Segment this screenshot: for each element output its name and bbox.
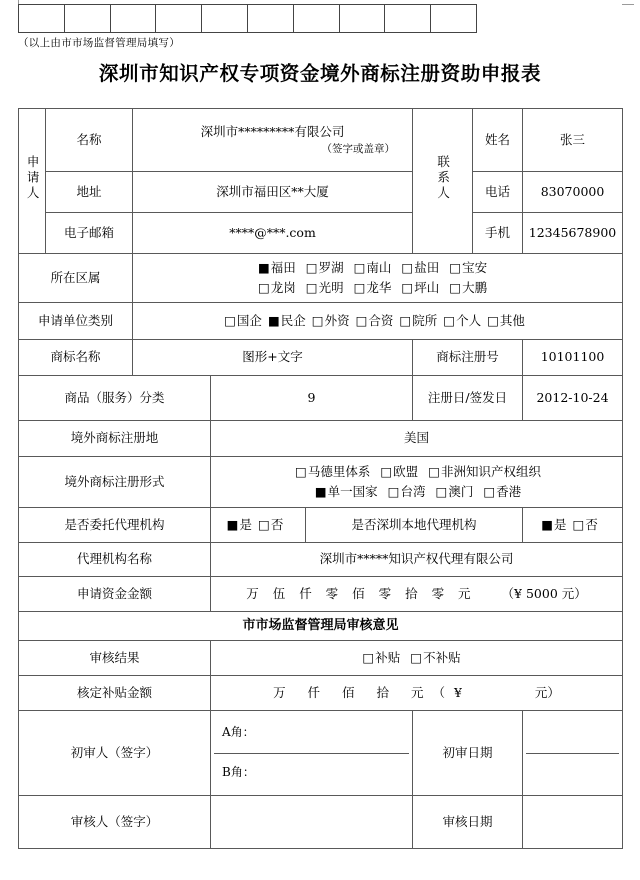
agency-entrust-option-是[interactable] [227, 516, 252, 534]
district-option-label: 福田 [270, 260, 296, 275]
funding-amount-figures: （¥ 5000 元） [501, 585, 587, 601]
trademark-place-label: 境外商标注册地 [19, 421, 211, 457]
approved-amount-label: 核定补贴金额 [19, 676, 211, 711]
form-code-boxes[interactable] [18, 4, 477, 33]
applicant-email-label: 电子邮箱 [46, 213, 133, 254]
agency-local-option-否[interactable] [573, 516, 598, 534]
first-reviewer-role-a[interactable]: A角： [214, 714, 409, 754]
form-code-box[interactable] [155, 4, 202, 33]
table-row-trademark-place [19, 421, 623, 457]
form-code-box[interactable] [110, 4, 157, 33]
agency-local-options[interactable] [523, 508, 623, 543]
reg-form-option-label: 马德里体系 [307, 464, 371, 479]
checkbox-empty-icon[interactable]: □ [410, 649, 423, 665]
agency-entrust-options[interactable] [211, 508, 306, 543]
table-row-applicant-name [19, 109, 623, 172]
table-row-approved-amount [19, 676, 623, 711]
review-result-option-不补贴[interactable] [410, 649, 460, 667]
checkbox-empty-icon[interactable]: □ [401, 260, 414, 275]
trademark-reg-date-label: 注册日/签发日 [413, 376, 523, 421]
unit-type-option-label: 民企 [280, 313, 306, 328]
applicant-name-sub-note: （签字或盖章） [321, 142, 396, 155]
district-option-label: 光明 [318, 280, 344, 295]
reg-form-options-row-2[interactable] [227, 482, 619, 502]
district-option-光明[interactable] [306, 278, 344, 298]
contact-phone-label: 电话 [473, 172, 523, 213]
unit-type-option-label: 其他 [499, 313, 525, 328]
funding-amount-words: 万 伍 仟 零 佰 零 拾 零 元 [246, 585, 476, 601]
checkbox-checked-icon[interactable]: ■ [314, 484, 327, 499]
district-option-label: 南山 [366, 260, 392, 275]
reg-form-option-欧盟[interactable] [380, 462, 418, 482]
table-row-trademark-name [19, 340, 623, 376]
agency-entrust-choice[interactable] [227, 517, 290, 532]
agency-name-value[interactable]: 深圳市*****知识产权代理有限公司 [211, 543, 623, 577]
contact-side-label: 联系人 [413, 109, 473, 254]
form-code-box[interactable] [384, 4, 431, 33]
checkbox-empty-icon[interactable]: □ [305, 280, 318, 295]
checkbox-empty-icon[interactable]: □ [257, 280, 270, 295]
form-code-box[interactable] [430, 4, 477, 33]
checkbox-empty-icon[interactable]: □ [487, 313, 499, 328]
district-option-label: 大鹏 [462, 280, 488, 295]
review-result-option-补贴[interactable] [362, 649, 400, 667]
trademark-class-value[interactable]: 9 [211, 376, 413, 421]
district-option-龙岗[interactable] [258, 278, 296, 298]
applicant-name-label: 名称 [46, 109, 133, 172]
trademark-reg-no-label: 商标注册号 [413, 340, 523, 376]
form-code-box[interactable] [247, 4, 294, 33]
review-result-options[interactable] [211, 641, 623, 676]
review-result-label: 审核结果 [19, 641, 211, 676]
checkbox-empty-icon[interactable]: □ [435, 484, 448, 499]
final-review-date-label: 审核日期 [413, 796, 523, 849]
reg-form-label: 境外商标注册形式 [19, 457, 211, 508]
checkbox-checked-icon[interactable]: ■ [226, 516, 239, 532]
table-row-review-section [19, 612, 623, 641]
reg-form-option-香港[interactable] [483, 482, 521, 502]
reg-form-option-label: 非洲知识产权组织 [440, 464, 541, 479]
first-review-date-slot-b[interactable] [526, 754, 619, 793]
agency-entrust-label: 是否委托代理机构 [19, 508, 211, 543]
agency-entrust-option-label: 否 [270, 516, 284, 532]
checkbox-empty-icon[interactable]: □ [483, 484, 496, 499]
table-row-agency-name [19, 543, 623, 577]
contact-name-label: 姓名 [473, 109, 523, 172]
unit-type-option-label: 个人 [456, 313, 482, 328]
table-row-final-reviewer [19, 796, 623, 849]
first-reviewer-label: 初审人（签字） [19, 711, 211, 796]
table-row-funding [19, 577, 623, 612]
trademark-class-label: 商品（服务）分类 [19, 376, 211, 421]
corner-tick-right [622, 4, 634, 5]
checkbox-empty-icon[interactable]: □ [362, 649, 375, 665]
unit-type-option-label: 院所 [412, 313, 438, 328]
agency-local-label: 是否深圳本地代理机构 [306, 508, 523, 543]
agency-entrust-option-否[interactable] [258, 516, 283, 534]
agency-name-label: 代理机构名称 [19, 543, 211, 577]
unit-type-option-label: 合资 [368, 313, 394, 328]
table-row-district [19, 254, 623, 303]
checkbox-empty-icon[interactable]: □ [572, 516, 585, 532]
approved-amount-tail: 元） [534, 684, 560, 700]
form-code-note: （以上由市市场监督管理局填写） [18, 37, 180, 49]
district-option-label: 龙华 [366, 280, 392, 295]
reg-form-option-澳门[interactable] [436, 482, 474, 502]
final-reviewer-signature[interactable] [211, 796, 413, 849]
first-reviewer-signature-area[interactable] [211, 711, 413, 796]
district-option-label: 宝安 [462, 260, 488, 275]
form-code-block [18, 4, 477, 50]
page-title: 深圳市知识产权专项资金境外商标注册资助申报表 [98, 62, 542, 85]
checkbox-empty-icon[interactable]: □ [449, 280, 462, 295]
review-result-option-label: 补贴 [375, 649, 401, 665]
agency-local-choice[interactable] [541, 517, 604, 532]
district-option-label: 盐田 [414, 260, 440, 275]
district-option-南山[interactable] [354, 258, 392, 278]
final-review-date-value[interactable] [523, 796, 623, 849]
unit-type-option-院所[interactable] [399, 311, 437, 331]
checkbox-empty-icon[interactable]: □ [449, 260, 462, 275]
table-row-applicant-address [19, 172, 623, 213]
trademark-name-label: 商标名称 [19, 340, 133, 376]
reg-form-option-label: 香港 [496, 484, 522, 499]
district-option-盐田[interactable] [401, 258, 439, 278]
unit-type-option-label: 国企 [236, 313, 262, 328]
form-code-box[interactable] [293, 4, 340, 33]
unit-type-option-合资[interactable] [356, 311, 394, 331]
unit-type-option-外资[interactable] [312, 311, 350, 331]
checkbox-empty-icon[interactable]: □ [305, 260, 318, 275]
review-result-option-label: 不补贴 [423, 649, 461, 665]
trademark-name-value[interactable]: 图形+文字 [133, 340, 413, 376]
checkbox-empty-icon[interactable]: □ [295, 464, 307, 479]
unit-type-option-label: 外资 [324, 313, 350, 328]
unit-type-options-row[interactable] [224, 313, 531, 328]
checkbox-checked-icon[interactable]: ■ [541, 516, 553, 532]
applicant-address-label: 地址 [46, 172, 133, 213]
applicant-side-label: 申请人 [19, 109, 46, 254]
agency-local-option-label: 否 [585, 516, 598, 532]
checkbox-empty-icon[interactable]: □ [311, 313, 324, 328]
review-section-title: 市市场监督管理局审核意见 [19, 612, 623, 641]
agency-local-option-是[interactable] [541, 516, 566, 534]
district-option-label: 龙岗 [270, 280, 296, 295]
checkbox-empty-icon[interactable]: □ [387, 484, 400, 499]
checkbox-empty-icon[interactable]: □ [258, 516, 270, 532]
first-review-date-label: 初审日期 [413, 711, 523, 796]
applicant-name-text: 深圳市*********有限公司 [200, 123, 345, 139]
reg-form-option-马德里体系[interactable] [295, 462, 370, 482]
reg-form-options[interactable] [211, 457, 623, 508]
checkbox-empty-icon[interactable]: □ [443, 313, 456, 328]
district-option-label: 坪山 [414, 280, 440, 295]
district-options-row-2[interactable] [136, 278, 619, 298]
approved-amount-words: 万 仟 佰 拾 元（¥ [273, 684, 471, 700]
contact-phone-value[interactable]: 83070000 [523, 172, 623, 213]
reg-form-option-非洲知识产权组织[interactable] [428, 462, 541, 482]
district-option-罗湖[interactable] [306, 258, 344, 278]
first-reviewer-role-b[interactable]: B角： [222, 765, 255, 780]
district-option-大鹏[interactable] [449, 278, 487, 298]
trademark-place-value[interactable]: 美国 [211, 421, 623, 457]
district-option-坪山[interactable] [401, 278, 439, 298]
checkbox-empty-icon[interactable]: □ [401, 280, 414, 295]
table-row-first-reviewer [19, 711, 623, 796]
contact-mobile-value[interactable]: 12345678900 [523, 213, 623, 254]
checkbox-empty-icon[interactable]: □ [380, 464, 393, 479]
first-review-date-value[interactable] [523, 711, 623, 796]
checkbox-checked-icon[interactable]: ■ [267, 313, 280, 328]
checkbox-empty-icon[interactable]: □ [224, 313, 236, 328]
district-option-福田[interactable] [258, 258, 296, 278]
table-row-agency-entrust [19, 508, 623, 543]
agency-local-option-label: 是 [554, 516, 567, 532]
form-code-box[interactable] [18, 4, 65, 33]
table-row-review-result [19, 641, 623, 676]
unit-type-option-个人[interactable] [443, 311, 481, 331]
unit-type-options[interactable] [133, 303, 623, 340]
unit-type-option-民企[interactable] [268, 311, 306, 331]
district-option-宝安[interactable] [449, 258, 487, 278]
review-result-choice[interactable] [362, 650, 470, 665]
funding-amount[interactable] [211, 577, 623, 612]
table-row-trademark-class [19, 376, 623, 421]
trademark-reg-date-value[interactable]: 2012-10-24 [523, 376, 623, 421]
applicant-email-value[interactable]: ****@***.com [133, 213, 413, 254]
reg-form-option-单一国家[interactable] [315, 482, 378, 502]
form-code-box[interactable] [64, 4, 111, 33]
form-code-box[interactable] [339, 4, 386, 33]
contact-name-value[interactable]: 张三 [523, 109, 623, 172]
unit-type-option-国企[interactable] [224, 311, 262, 331]
checkbox-empty-icon[interactable]: □ [353, 280, 366, 295]
reg-form-option-label: 澳门 [448, 484, 474, 499]
reg-form-option-label: 台湾 [400, 484, 426, 499]
checkbox-empty-icon[interactable]: □ [399, 313, 412, 328]
reg-form-option-label: 单一国家 [327, 484, 378, 499]
table-row-reg-form [19, 457, 623, 508]
contact-mobile-label: 手机 [473, 213, 523, 254]
checkbox-empty-icon[interactable]: □ [353, 260, 366, 275]
district-option-label: 罗湖 [318, 260, 344, 275]
first-review-date-slot-a[interactable] [526, 714, 619, 754]
unit-type-option-其他[interactable] [487, 311, 525, 331]
reg-form-option-台湾[interactable] [388, 482, 426, 502]
applicant-name-value[interactable] [133, 109, 413, 172]
application-form-table [18, 108, 623, 849]
checkbox-empty-icon[interactable]: □ [428, 464, 440, 479]
table-row-applicant-email [19, 213, 623, 254]
agency-entrust-option-label: 是 [239, 516, 252, 532]
district-options[interactable] [133, 254, 623, 303]
district-options-row-1[interactable] [136, 258, 619, 278]
checkbox-empty-icon[interactable]: □ [355, 313, 368, 328]
district-label: 所在区属 [19, 254, 133, 303]
trademark-reg-no-value[interactable]: 10101100 [523, 340, 623, 376]
unit-type-label: 申请单位类别 [19, 303, 133, 340]
final-reviewer-label: 审核人（签字） [19, 796, 211, 849]
reg-form-options-row-1[interactable] [227, 462, 619, 482]
approved-amount-value[interactable] [211, 676, 623, 711]
reg-form-option-label: 欧盟 [393, 464, 419, 479]
table-row-unit-type [19, 303, 623, 340]
checkbox-checked-icon[interactable]: ■ [257, 260, 270, 275]
form-code-box[interactable] [201, 4, 248, 33]
applicant-address-value[interactable]: 深圳市福田区**大厦 [133, 172, 413, 213]
district-option-龙华[interactable] [354, 278, 392, 298]
funding-label: 申请资金金额 [19, 577, 211, 612]
